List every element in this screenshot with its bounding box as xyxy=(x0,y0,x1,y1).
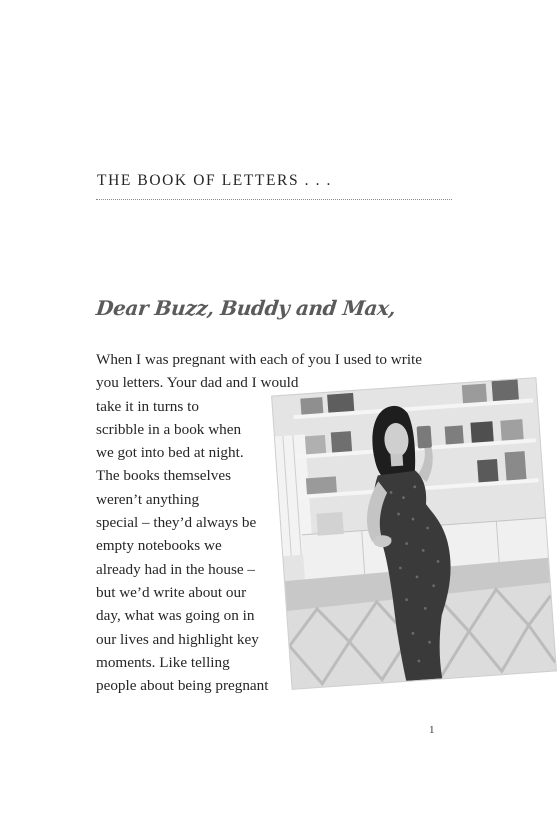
body-line: When I was pregnant with each of you I used to write xyxy=(96,351,423,368)
body-line: day, what was going on in xyxy=(96,607,255,625)
chapter-heading: THE BOOK OF LETTERS . . . xyxy=(97,172,333,189)
body-line: you letters. Your dad and I would xyxy=(96,374,299,392)
body-line: but we’d write about our xyxy=(96,583,247,601)
body-line: people about being pregnant xyxy=(96,677,269,695)
body-line: we got into bed at night. xyxy=(96,444,244,462)
body-line: moments. Like telling xyxy=(96,653,230,671)
body-line: our lives and highlight key xyxy=(96,630,259,648)
page-number: 1 xyxy=(429,724,435,736)
body-line: empty notebooks we xyxy=(96,537,222,555)
dotted-divider xyxy=(96,199,452,200)
body-line: weren’t anything xyxy=(96,490,200,508)
body-line: special – they’d always be xyxy=(96,514,257,532)
letter-salutation: Dear Buzz, Buddy and Max, xyxy=(95,296,397,320)
body-line: scribble in a book when xyxy=(96,420,242,438)
body-line: The books themselves xyxy=(96,467,231,485)
body-line: take it in turns to xyxy=(96,397,199,415)
pregnancy-selfie-photo xyxy=(272,378,556,689)
body-line: already had in the house – xyxy=(96,560,255,578)
